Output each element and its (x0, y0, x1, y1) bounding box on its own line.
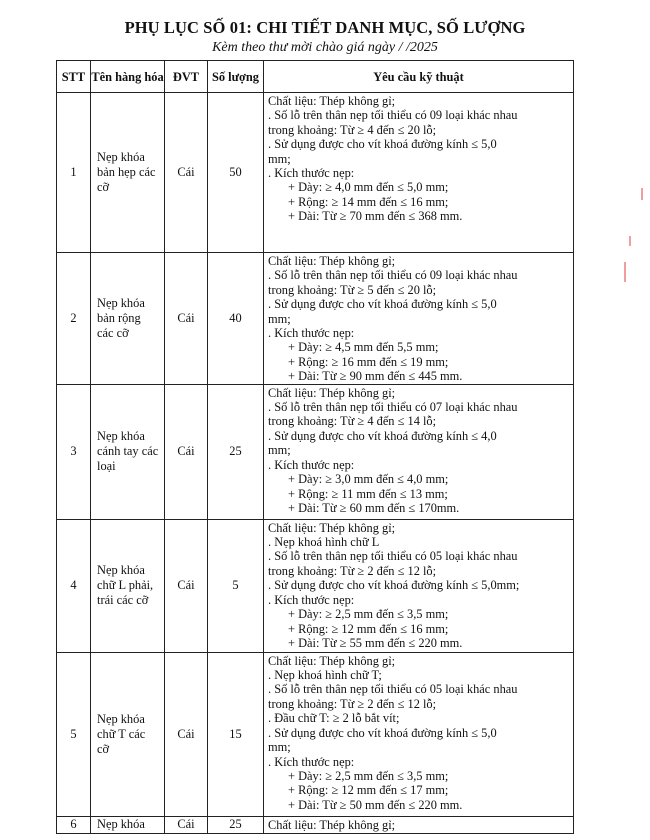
table-row (57, 816, 574, 833)
row-stt: 6 (57, 816, 91, 833)
requirement-line: + Rộng: ≥ 11 mm đến ≤ 13 mm; (288, 486, 448, 501)
item-name-line: chữ T các (97, 726, 146, 741)
requirement-line: + Rộng: ≥ 12 mm đến ≤ 17 mm; (288, 783, 449, 798)
table-header-row (57, 61, 574, 93)
item-name-line: Nẹp khóa (97, 563, 145, 578)
row-stt: 2 (57, 253, 91, 385)
page-title: PHỤ LỤC SỐ 01: CHI TIẾT DANH MỤC, SỐ LƯỢNG (124, 18, 526, 37)
requirement-line: . Số lỗ trên thân nẹp tối thiểu có 09 loại khác nhau (268, 268, 518, 283)
margin-mark (624, 262, 626, 282)
row-technical-requirements (264, 519, 574, 652)
requirement-line: + Dài: Từ ≥ 55 mm đến ≤ 220 mm. (288, 635, 463, 650)
table-row (57, 384, 574, 519)
requirement-line: + Dài: Từ ≥ 50 mm đến ≤ 220 mm. (288, 797, 463, 812)
requirement-line: . Sử dụng được cho vít khoá đường kính ≤ 5,0 (268, 725, 497, 740)
requirement-line: Chất liệu: Thép không gỉ; (268, 817, 396, 832)
requirement-line: . Số lỗ trên thân nẹp tối thiểu có 05 loại khác nhau (268, 682, 518, 697)
requirement-line: . Số lỗ trên thân nẹp tối thiểu có 05 loại khác nhau (268, 549, 518, 564)
row-stt: 5 (57, 652, 91, 816)
row-unit: Cái (165, 384, 208, 519)
requirement-line: Chất liệu: Thép không gỉ; (268, 254, 396, 268)
row-technical-requirements (264, 384, 574, 519)
col-header-qty: Số lượng (208, 61, 264, 93)
col-header-stt: STT (57, 61, 91, 93)
requirement-line: . Kích thước nẹp: (268, 166, 355, 181)
requirement-line: . Nẹp khoá hình chữ L (268, 535, 380, 550)
requirement-line: Chất liệu: Thép không gỉ; (268, 653, 396, 668)
requirement-line: . Kích thước nẹp: (268, 754, 355, 769)
row-quantity: 25 (208, 384, 264, 519)
requirement-line: . Số lỗ trên thân nẹp tối thiểu có 09 loại khác nhau (268, 108, 518, 123)
page-subtitle: Kèm theo thư mời chào giá ngày / /2025 (212, 40, 438, 55)
requirement-line: Chất liệu: Thép không gỉ; (268, 520, 396, 535)
table-row (57, 519, 574, 652)
col-header-name: Tên hàng hóa (91, 61, 165, 93)
item-name-line: cánh tay các (97, 444, 159, 459)
requirement-line: . Đầu chữ T: ≥ 2 lỗ bắt vít; (268, 711, 400, 726)
row-quantity: 15 (208, 652, 264, 816)
requirement-line: + Dài: Từ ≥ 60 mm đến ≤ 170mm. (288, 500, 460, 515)
item-name-line: Nẹp khóa (97, 817, 145, 832)
col-header-requirements: Yêu cầu kỹ thuật (264, 61, 574, 93)
item-name-line: Nẹp khóa (97, 429, 145, 444)
row-item-name (91, 384, 165, 519)
requirement-line: + Dày: ≥ 4,5 mm đến 5,5 mm; (288, 340, 439, 355)
table-row (57, 93, 574, 253)
requirement-line: . Kích thước nẹp: (268, 457, 355, 472)
row-unit: Cái (165, 816, 208, 833)
requirement-line: . Nẹp khoá hình chữ T; (268, 668, 382, 683)
item-name-line: Nẹp khóa (97, 150, 145, 164)
table-row (57, 652, 574, 816)
requirement-line: mm; (268, 740, 291, 755)
requirement-line: . Kích thước nẹp: (268, 592, 355, 607)
requirement-line: + Rộng: ≥ 16 mm đến ≤ 19 mm; (288, 354, 449, 369)
requirement-line: mm; (268, 151, 291, 166)
requirement-line: trong khoảng: Từ ≥ 2 đến ≤ 12 lỗ; (268, 696, 437, 711)
row-quantity: 5 (208, 519, 264, 652)
row-unit: Cái (165, 93, 208, 253)
item-name-line: cỡ (97, 180, 110, 194)
row-quantity: 40 (208, 253, 264, 385)
product-table (56, 60, 574, 834)
requirement-line: + Dày: ≥ 4,0 mm đến ≤ 5,0 mm; (288, 180, 449, 195)
item-name-line: loại (97, 459, 116, 474)
requirement-line: . Kích thước nẹp: (268, 326, 355, 341)
row-item-name (91, 652, 165, 816)
requirement-line: + Dày: ≥ 2,5 mm đến ≤ 3,5 mm; (288, 768, 449, 783)
row-unit: Cái (165, 519, 208, 652)
item-name-line: trái các cỡ (97, 593, 149, 608)
row-item-name (91, 253, 165, 385)
requirement-line: Chất liệu: Thép không gỉ; (268, 94, 396, 108)
requirement-line: mm; (268, 443, 291, 458)
requirement-line: . Sử dụng được cho vít khoá đường kính ≤ 5,0 (268, 137, 497, 152)
requirement-line: . Sử dụng được cho vít khoá đường kính ≤ 5,0 (268, 297, 497, 312)
requirement-line: + Rộng: ≥ 14 mm đến ≤ 16 mm; (288, 194, 449, 209)
item-name-line: cỡ (97, 741, 110, 756)
row-stt: 1 (57, 93, 91, 253)
requirement-line: trong khoảng: Từ ≥ 2 đến ≤ 12 lỗ; (268, 563, 437, 578)
row-item-name (91, 816, 165, 833)
row-quantity: 50 (208, 93, 264, 253)
requirement-line: . Sử dụng được cho vít khoá đường kính ≤ 5,0mm; (268, 578, 520, 593)
margin-mark (641, 188, 643, 200)
row-stt: 4 (57, 519, 91, 652)
table-row (57, 253, 574, 385)
requirement-line: trong khoảng: Từ ≥ 4 đến ≤ 20 lỗ; (268, 122, 437, 137)
col-header-unit: ĐVT (165, 61, 208, 93)
requirement-line: trong khoảng: Từ ≥ 4 đến ≤ 14 lỗ; (268, 414, 437, 429)
row-stt: 3 (57, 384, 91, 519)
item-name-line: các cỡ (97, 325, 129, 340)
item-name-line: chữ L phải, (97, 578, 154, 593)
row-technical-requirements (264, 93, 574, 253)
requirement-line: + Dài: Từ ≥ 90 mm đến ≤ 445 mm. (288, 369, 463, 384)
requirement-line: + Rộng: ≥ 12 mm đến ≤ 16 mm; (288, 621, 449, 636)
item-name-line: Nẹp khóa (97, 711, 145, 726)
requirement-line: + Dài: Từ ≥ 70 mm đến ≤ 368 mm. (288, 209, 463, 224)
requirement-line: + Dày: ≥ 2,5 mm đến ≤ 3,5 mm; (288, 607, 449, 622)
item-name-line: Nẹp khóa (97, 295, 145, 310)
row-unit: Cái (165, 253, 208, 385)
row-technical-requirements (264, 816, 574, 833)
row-quantity: 25 (208, 816, 264, 833)
requirement-line: + Dày: ≥ 3,0 mm đến ≤ 4,0 mm; (288, 472, 449, 487)
row-unit: Cái (165, 652, 208, 816)
margin-mark (629, 236, 631, 246)
requirement-line: Chất liệu: Thép không gỉ; (268, 385, 396, 400)
item-name-line: bản rộng (97, 310, 141, 325)
requirement-line: . Số lỗ trên thân nẹp tối thiểu có 07 loại khác nhau (268, 400, 518, 415)
row-item-name (91, 519, 165, 652)
requirement-line: trong khoảng: Từ ≥ 5 đến ≤ 20 lỗ; (268, 282, 437, 297)
row-technical-requirements (264, 652, 574, 816)
item-name-line: bản hẹp các (97, 165, 156, 179)
requirement-line: . Sử dụng được cho vít khoá đường kính ≤ 4,0 (268, 428, 497, 443)
row-item-name (91, 93, 165, 253)
row-technical-requirements (264, 253, 574, 385)
requirement-line: mm; (268, 311, 291, 326)
